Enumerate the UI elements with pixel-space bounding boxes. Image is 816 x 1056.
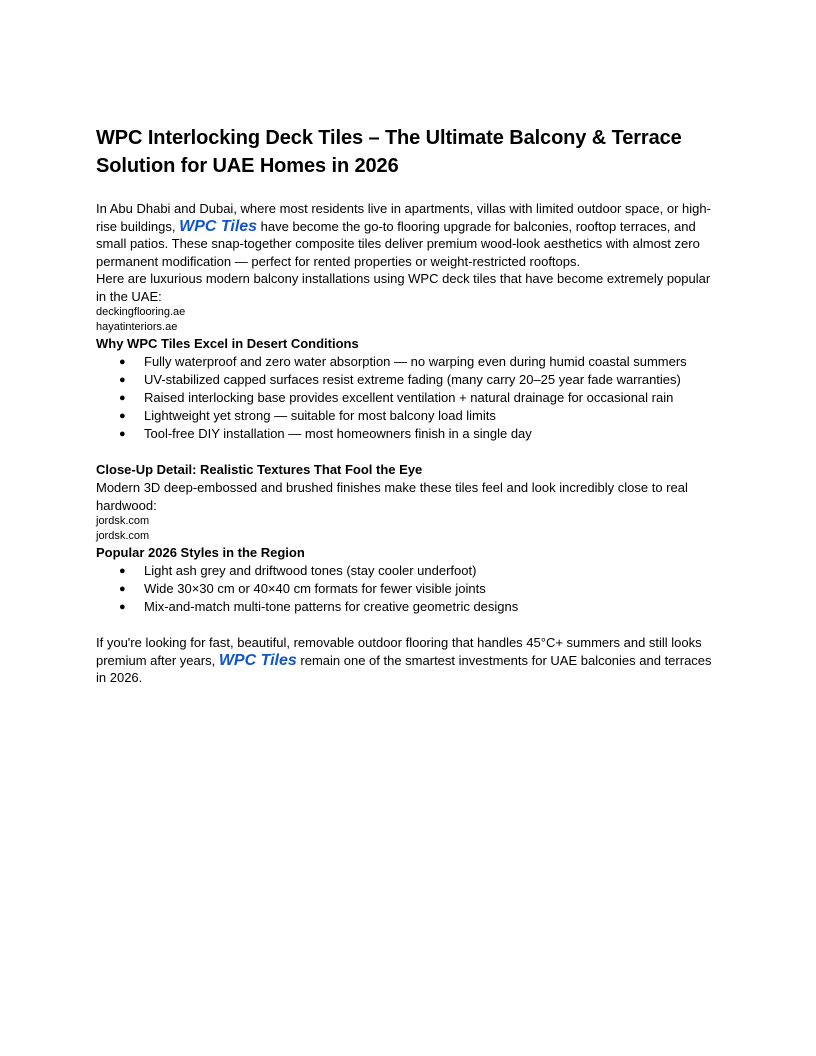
- bullet-icon: ●: [119, 583, 126, 595]
- list-item: [96, 389, 722, 407]
- bullet-icon: ●: [119, 428, 126, 440]
- list-item-text: UV-stabilized capped surfaces resist extreme fading (many carry 20–25 year fade warranties): [144, 372, 681, 387]
- list-item: [96, 407, 722, 425]
- list-item: [96, 425, 722, 443]
- list-item-text: Mix-and-match multi-tone patterns for creative geometric designs: [144, 599, 519, 614]
- bullet-icon: ●: [119, 410, 126, 422]
- intro-text-after-link: have become the go-to flooring upgrade for balconies, rooftop terraces, and small patios. These snap-together composite tiles deliver premium wood-look aesthetics with almost zero permanent modification — perfect for rented properties or weight-restricted rooftops.: [96, 218, 700, 269]
- paragraph-spacer: [96, 616, 722, 634]
- closing-paragraph: [96, 634, 722, 687]
- list-item-text: Tool-free DIY installation — most homeowners finish in a single day: [144, 426, 532, 441]
- list-item: [96, 598, 722, 616]
- section-heading: Close-Up Detail: Realistic Textures That Fool the Eye: [96, 462, 423, 477]
- wpc-tiles-link[interactable]: WPC Tiles: [179, 217, 258, 235]
- bullet-icon: ●: [119, 392, 126, 404]
- intro-paragraph: [96, 200, 722, 305]
- bullet-list: [96, 353, 722, 443]
- list-item-text: Raised interlocking base provides excellent ventilation + natural drainage for occasional rain: [144, 390, 674, 405]
- bullet-icon: ●: [119, 601, 126, 613]
- section-body: Modern 3D deep-embossed and brushed finishes make these tiles feel and look incredibly close to real hardwood:: [96, 480, 688, 513]
- closing-text-after-link: remain one of the smartest investments for UAE balconies and terraces in 2026.: [96, 652, 712, 685]
- section-heading: Why WPC Tiles Excel in Desert Conditions: [96, 336, 359, 351]
- image-source-caption: deckingflooring.ae: [96, 306, 186, 318]
- list-item: [96, 371, 722, 389]
- list-item: [96, 562, 722, 580]
- bullet-icon: ●: [119, 356, 126, 368]
- image-source-caption: hayatinteriors.ae: [96, 321, 178, 333]
- list-item: [96, 580, 722, 598]
- intro-text-before-link: In Abu Dhabi and Dubai, where most residents live in apartments, villas with limited outdoor space, or high-rise buildings,: [96, 201, 711, 234]
- section-heading: Popular 2026 Styles in the Region: [96, 545, 305, 560]
- document-page: [96, 124, 722, 687]
- image-source-caption: jordsk.com: [96, 515, 150, 527]
- list-item-text: Light ash grey and driftwood tones (stay cooler underfoot): [144, 563, 477, 578]
- closing-text-before-link: If you're looking for fast, beautiful, removable outdoor flooring that handles 45°C+ summers and still looks premium after years,: [96, 635, 702, 668]
- bullet-icon: ●: [119, 374, 126, 386]
- image-source-caption: jordsk.com: [96, 530, 150, 542]
- wpc-tiles-link[interactable]: WPC Tiles: [218, 651, 297, 669]
- list-item: [96, 353, 722, 371]
- list-item-text: Fully waterproof and zero water absorption — no warping even during humid coastal summers: [144, 354, 687, 369]
- list-item-text: Wide 30×30 cm or 40×40 cm formats for fewer visible joints: [144, 581, 486, 596]
- intro-second-line: Here are luxurious modern balcony installations using WPC deck tiles that have become extremely popular in the UAE:: [96, 271, 711, 304]
- paragraph-spacer: [96, 443, 722, 461]
- bullet-icon: ●: [119, 565, 126, 577]
- page-title: WPC Interlocking Deck Tiles – The Ultimate Balcony & Terrace Solution for UAE Homes in 2026: [96, 127, 682, 177]
- list-item-text: Lightweight yet strong — suitable for most balcony load limits: [144, 408, 496, 423]
- bullet-list: [96, 562, 722, 616]
